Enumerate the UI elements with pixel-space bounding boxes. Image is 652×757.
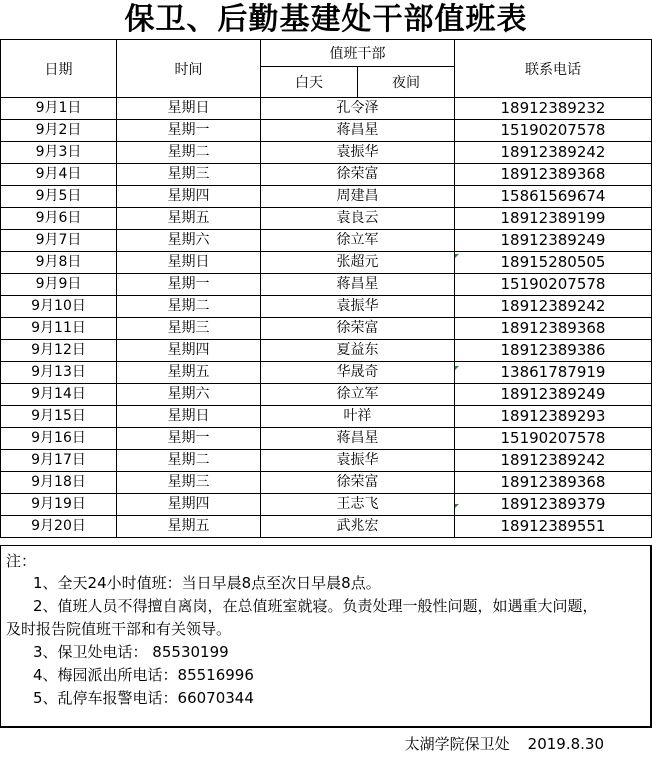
phone-cell: 18912389242 — [455, 296, 652, 318]
date-cell: 9月10日 — [1, 296, 117, 318]
table-row — [1, 406, 652, 428]
duty-name-cell: 王志飞 — [261, 494, 455, 516]
duty-name-cell: 夏益东 — [261, 340, 455, 362]
table-row — [1, 120, 652, 142]
weekday-cell: 星期日 — [117, 406, 261, 428]
table-row — [1, 252, 652, 274]
duty-name-cell: 袁振华 — [261, 296, 455, 318]
footer — [405, 733, 604, 754]
table-row — [1, 450, 652, 472]
table-row — [1, 384, 652, 406]
phone-cell: 18912389368 — [455, 318, 652, 340]
duty-name-cell: 徐荣富 — [261, 472, 455, 494]
date-cell: 9月11日 — [1, 318, 117, 340]
page-title: 保卫、后勤基建处干部值班表 — [124, 2, 528, 37]
phone-cell: 18912389249 — [455, 384, 652, 406]
header-day: 白天 — [261, 67, 358, 98]
phone-cell: 18912389293 — [455, 406, 652, 428]
date-cell: 9月5日 — [1, 186, 117, 208]
weekday-cell: 星期三 — [117, 472, 261, 494]
table-row — [1, 296, 652, 318]
weekday-cell: 星期六 — [117, 230, 261, 252]
duty-name-cell: 孔令泽 — [261, 98, 455, 120]
phone-cell: 13861787919 — [455, 362, 652, 384]
phone-cell: 18912389242 — [455, 142, 652, 164]
phone-cell: 18912389242 — [455, 450, 652, 472]
phone-cell: 15190207578 — [455, 120, 652, 142]
notes-box — [0, 545, 652, 728]
date-cell: 9月14日 — [1, 384, 117, 406]
table-row — [1, 318, 652, 340]
table-row — [1, 186, 652, 208]
duty-name-cell: 袁良云 — [261, 208, 455, 230]
table-row — [1, 472, 652, 494]
date-cell: 9月15日 — [1, 406, 117, 428]
weekday-cell: 星期四 — [117, 340, 261, 362]
phone-cell: 18912389379 — [455, 494, 652, 516]
date-cell: 9月9日 — [1, 274, 117, 296]
weekday-cell: 星期六 — [117, 384, 261, 406]
table-row — [1, 230, 652, 252]
date-cell: 9月18日 — [1, 472, 117, 494]
roster-body — [1, 98, 652, 538]
header-night: 夜间 — [358, 67, 455, 98]
duty-name-cell: 华晟奇 — [261, 362, 455, 384]
duty-name-cell: 蒋昌星 — [261, 428, 455, 450]
phone-cell: 15190207578 — [455, 428, 652, 450]
weekday-cell: 星期四 — [117, 494, 261, 516]
weekday-cell: 星期日 — [117, 252, 261, 274]
duty-name-cell: 徐荣富 — [261, 164, 455, 186]
table-row — [1, 340, 652, 362]
date-cell: 9月4日 — [1, 164, 117, 186]
date-cell: 9月1日 — [1, 98, 117, 120]
note-item-1: 1、全天24小时值班：当日早晨8点至次日早晨8点。 — [33, 574, 381, 592]
date-cell: 9月13日 — [1, 362, 117, 384]
duty-name-cell: 武兆宏 — [261, 516, 455, 538]
cell-marker-icon — [455, 254, 459, 258]
note-item-2-continued: 及时报告院值班干部和有关领导。 — [6, 620, 232, 638]
weekday-cell: 星期五 — [117, 516, 261, 538]
date-cell: 9月2日 — [1, 120, 117, 142]
date-cell: 9月17日 — [1, 450, 117, 472]
phone-cell: 15190207578 — [455, 274, 652, 296]
weekday-cell: 星期五 — [117, 362, 261, 384]
date-cell: 9月16日 — [1, 428, 117, 450]
date-cell: 9月7日 — [1, 230, 117, 252]
phone-cell: 15861569674 — [455, 186, 652, 208]
date-cell: 9月6日 — [1, 208, 117, 230]
weekday-cell: 星期一 — [117, 428, 261, 450]
weekday-cell: 星期四 — [117, 186, 261, 208]
table-row — [1, 164, 652, 186]
note-item-4: 4、梅园派出所电话：85516996 — [33, 666, 254, 684]
duty-roster-table — [0, 39, 652, 538]
weekday-cell: 星期一 — [117, 120, 261, 142]
phone-cell: 18912389249 — [455, 230, 652, 252]
phone-cell: 18912389551 — [455, 516, 652, 538]
weekday-cell: 星期三 — [117, 164, 261, 186]
table-row — [1, 428, 652, 450]
weekday-cell: 星期三 — [117, 318, 261, 340]
date-cell: 9月19日 — [1, 494, 117, 516]
header-time: 时间 — [117, 40, 261, 98]
phone-cell: 18912389368 — [455, 472, 652, 494]
cell-marker-icon — [455, 366, 459, 370]
table-row — [1, 142, 652, 164]
duty-name-cell: 周建昌 — [261, 186, 455, 208]
date-cell: 9月20日 — [1, 516, 117, 538]
notes-title: 注： — [6, 552, 37, 570]
duty-name-cell: 叶祥 — [261, 406, 455, 428]
weekday-cell: 星期日 — [117, 98, 261, 120]
table-row — [1, 98, 652, 120]
header-phone: 联系电话 — [455, 40, 652, 98]
weekday-cell: 星期五 — [117, 208, 261, 230]
note-item-2: 2、值班人员不得擅自离岗，在总值班室就寝。负责处理一般性问题，如遇重大问题， — [33, 597, 598, 615]
duty-name-cell: 袁振华 — [261, 450, 455, 472]
weekday-cell: 星期二 — [117, 450, 261, 472]
header-duty-cadre: 值班干部 — [261, 40, 455, 67]
phone-cell: 18912389232 — [455, 98, 652, 120]
duty-name-cell: 袁振华 — [261, 142, 455, 164]
weekday-cell: 星期二 — [117, 296, 261, 318]
footer-date: 2019.8.30 — [527, 735, 604, 753]
duty-name-cell: 徐立军 — [261, 230, 455, 252]
duty-name-cell: 徐立军 — [261, 384, 455, 406]
date-cell: 9月3日 — [1, 142, 117, 164]
duty-name-cell: 徐荣富 — [261, 318, 455, 340]
duty-name-cell: 张超元 — [261, 252, 455, 274]
table-row — [1, 516, 652, 538]
phone-cell: 18912389368 — [455, 164, 652, 186]
duty-name-cell: 蒋昌星 — [261, 120, 455, 142]
phone-cell: 18912389199 — [455, 208, 652, 230]
table-row — [1, 208, 652, 230]
table-row — [1, 274, 652, 296]
table-row — [1, 494, 652, 516]
date-cell: 9月8日 — [1, 252, 117, 274]
header-date: 日期 — [1, 40, 117, 98]
phone-cell: 18915280505 — [455, 252, 652, 274]
footer-org: 太湖学院保卫处 — [404, 735, 510, 753]
duty-name-cell: 蒋昌星 — [261, 274, 455, 296]
note-item-5: 5、乱停车报警电话：66070344 — [33, 689, 254, 707]
note-item-3: 3、保卫处电话： 85530199 — [33, 643, 229, 661]
date-cell: 9月12日 — [1, 340, 117, 362]
table-row — [1, 362, 652, 384]
cell-marker-icon — [455, 504, 459, 508]
phone-cell: 18912389386 — [455, 340, 652, 362]
weekday-cell: 星期二 — [117, 142, 261, 164]
weekday-cell: 星期一 — [117, 274, 261, 296]
